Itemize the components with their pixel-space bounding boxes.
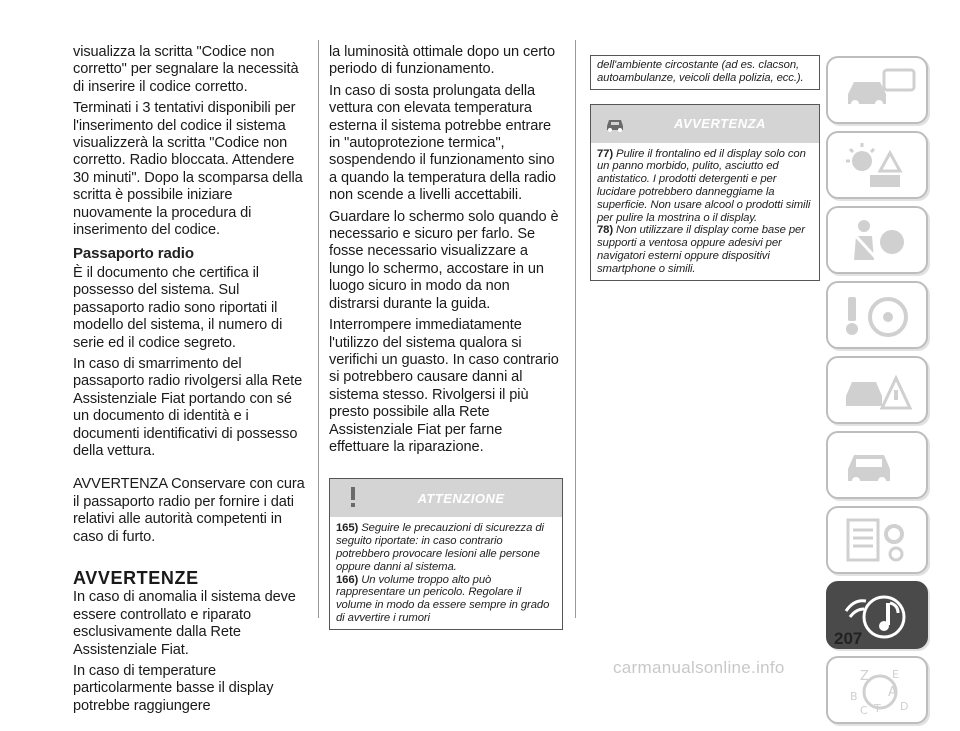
attenzione-body: [330, 517, 562, 628]
watermark: carmanualsonline.info: [613, 658, 785, 677]
paragraph: Terminati i 3 tentativi disponibili per l'inserimento del codice il sistema visualizzerà la scritta "Codice non corretto. Radio bloccata. Attendere 30 minuti". Dopo la scomparsa della scritta è possibile iniziare nuovamente la procedura di inserimento del codice.: [73, 100, 303, 239]
note-item: 77) Pulire il frontalino ed il display solo con un panno morbido, pulito, asciutto ed antistatico. I prodotti detergenti e per lucidare potrebbero danneggiame la superficie. Non usare alcool o prodotti simili per pulire la mostrina o il display.: [597, 147, 811, 224]
tab-technical-data[interactable]: [826, 506, 928, 574]
tab-warning-lights[interactable]: [826, 131, 928, 199]
index-letter: D: [900, 700, 909, 713]
column-divider: [575, 40, 576, 618]
tab-safety[interactable]: [826, 206, 928, 274]
heading-passaporto-radio: Passaporto radio: [73, 245, 194, 263]
car-service-icon: [840, 439, 918, 493]
column-2: [329, 44, 563, 630]
attenzione-title: ATTENZIONE: [417, 490, 505, 506]
page-number: 207: [834, 629, 863, 648]
continued-note-box: [590, 55, 820, 90]
roadside-warning-icon: [840, 364, 918, 418]
column-1: [73, 44, 309, 719]
tab-emergency[interactable]: [826, 356, 928, 424]
avvertenza-box: [590, 104, 820, 281]
car-warning-icon: [603, 111, 627, 135]
paragraph: In caso di sosta prolungata della vettura con elevata temperatura esterna il sistema potrebbe entrare in "autoprotezione termica", sospendendo il funzionamento sino a quando la temperatura della radio non scende a livelli accettabili.: [329, 82, 556, 204]
attenzione-header: [330, 479, 562, 517]
car-dashboard-icon: [840, 64, 918, 118]
paragraph: visualizza la scritta "Codice non corretto" per segnalare la necessità di inserire il codice corretto.: [73, 44, 299, 95]
paragraph: In caso di smarrimento del passaporto radio rivolgersi alla Rete Assistenziale Fiat portando con sé un documento di identità e i documenti identificativi di possesso della vettura.: [73, 355, 303, 459]
paragraph: In caso di anomalia il sistema deve essere controllato e riparato esclusivamente dalla Rete Assistenziale Fiat.: [73, 589, 296, 658]
key-steering-wheel-icon: [840, 289, 918, 343]
column-divider: [318, 40, 319, 618]
paragraph: È il documento che certifica il possesso del sistema. Sul passaporto radio sono riportati il modello del sistema, il numero di serie ed il codice segreto.: [73, 264, 283, 351]
technical-data-icon: [840, 514, 918, 568]
paragraph: In caso di temperature particolarmente basse il display potrebbe raggiungere: [73, 663, 274, 714]
index-letter: A: [888, 685, 897, 700]
note-item: 166) Un volume troppo alto può rappresentare un pericolo. Regolare il volume in modo da essere sempre in grado di avvertire i rumori: [336, 573, 550, 624]
paragraph: AVVERTENZA Conservare con cura il passaporto radio per fornire i dati relativi alle autorità competenti in caso di furto.: [73, 476, 305, 545]
continued-note-text: dell'ambiente circostante (ad es. clacson, autoambulanze, veicoli della polizia, ecc.).: [597, 59, 804, 84]
index-letter: C: [860, 704, 868, 717]
attenzione-box: [329, 478, 563, 629]
seatbelt-airbag-icon: [840, 214, 918, 268]
exclamation-icon: [342, 485, 364, 509]
tab-dashboard[interactable]: [826, 56, 928, 124]
avvertenza-title: AVVERTENZA: [674, 115, 766, 131]
note-item: 78) Non utilizzare il display come base per supporti a ventosa oppure adesivi per navigatori esterni oppure dispositivi smartphone o simili.: [597, 224, 805, 275]
warning-lights-icon: [840, 139, 918, 193]
paragraph: la luminosità ottimale dopo un certo periodo di funzionamento.: [329, 44, 555, 78]
index-letter: Z: [860, 669, 869, 684]
paragraph: Interrompere immediatamente l'utilizzo del sistema qualora si verifichi un guasto. In caso contrario si potrebbero causare danni al sistema stesso. Rivolgersi il più presto possibile alla Rete Assistenziale Fiat per farne effettuare la riparazione.: [329, 317, 559, 455]
avvertenza-body: [591, 143, 819, 280]
index-letter: T: [874, 702, 881, 715]
tab-maintenance[interactable]: [826, 431, 928, 499]
tab-index[interactable]: [826, 656, 928, 724]
alphabetical-index-icon: [840, 664, 918, 718]
avvertenza-header: [591, 105, 819, 143]
heading-avvertenze: AVVERTENZE: [73, 567, 199, 588]
index-letter: B: [850, 690, 858, 703]
column-3: [590, 55, 820, 281]
note-item: 165) Seguire le precauzioni di sicurezza di seguito riportate: in caso contrario potrebbero provocare lesioni alle persone oppure danni al sistema.: [336, 522, 544, 573]
paragraph: Guardare lo schermo solo quando è necessario e sicuro per farlo. Se fosse necessario visualizzare a lungo lo schermo, accostare in un luogo sicuro in modo da non distrarsi durante la guida.: [329, 208, 559, 312]
tab-starting-driving[interactable]: [826, 281, 928, 349]
index-letter: E: [892, 668, 899, 681]
